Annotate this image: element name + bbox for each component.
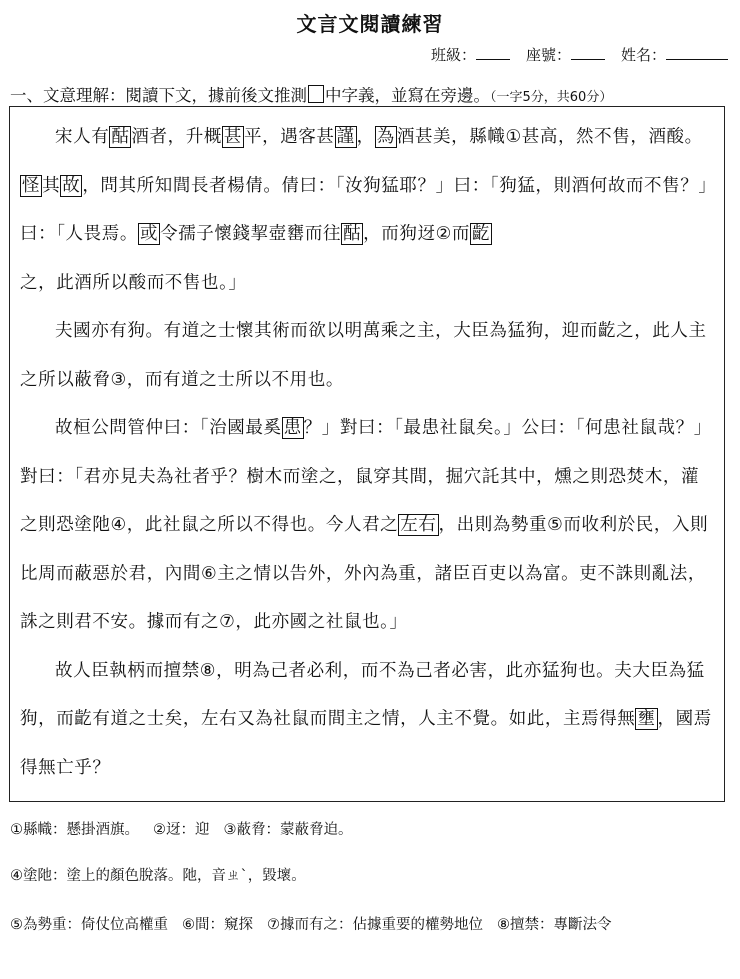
notes-line-1 <box>10 818 367 839</box>
passage-text: 令孺子懷錢挈壺罋而往 <box>160 224 342 244</box>
note-6: ⑥間：窺探 <box>182 917 253 933</box>
passage-text: 酒甚美，縣幟①甚高，然不售，酒酸。 <box>396 127 703 147</box>
student-info-fields <box>431 44 728 65</box>
note-3: ③蔽脅：蒙蔽脅迫。 <box>223 822 353 838</box>
passage-text: ，出則為勢重⑤而收利於民，入則比周而蔽惡於君，內間⑥主之情以告外，外內為重，諸臣百吏以為富。吏不誅則亂法，誅之則君不安。據而有之⑦，此亦國之社鼠也。」 <box>20 515 709 632</box>
name-label: 姓名： <box>620 46 666 64</box>
paragraph-1 <box>20 113 714 307</box>
target-word-box: 怪 <box>22 175 41 196</box>
section-heading-text: 一、文意理解：閱讀下文，據前後文推測 <box>10 86 307 105</box>
answer-box-symbol <box>308 85 324 103</box>
passage-text: 酒者，升概 <box>131 127 222 147</box>
scoring-note: （一字5分，共60分） <box>490 90 613 105</box>
passage-text: 夫國亦有狗。有道之士懷其術而欲以明萬乘之主，大臣為猛狗，迎而齕之，此人主之所以蔽脅③，而有道之士所以不用也。 <box>20 321 707 390</box>
paragraph-3 <box>20 404 714 647</box>
passage-text: ，而狗迓②而 <box>363 224 470 244</box>
class-blank[interactable] <box>476 45 510 60</box>
passage-text: ，問其所知閭長者楊倩。倩曰：「汝狗猛耶？」曰：「狗猛，則酒何故而不售？」曰：「人畏焉。 <box>20 175 708 244</box>
target-word-box: 患 <box>283 418 302 438</box>
note-2: ②迓：迎 <box>153 822 210 838</box>
note-1: ①縣幟：懸掛酒旗。 <box>10 822 139 838</box>
target-word-box: 甚 <box>223 127 243 147</box>
seat-field <box>526 44 605 65</box>
target-word-box: 或 <box>139 224 159 244</box>
section-heading <box>10 82 612 106</box>
note-5: ⑤為勢重：倚仗位高權重 <box>10 917 168 933</box>
passage-box <box>9 106 725 802</box>
section-heading-text-2: 中字義，並寫在旁邊。 <box>325 86 490 105</box>
class-label: 班級： <box>430 46 476 64</box>
notes-line-2 <box>10 864 320 885</box>
target-word-box: 酤 <box>111 127 130 147</box>
note-8: ⑧擅禁：專斷法令 <box>497 917 612 933</box>
passage-text: 故桓公問管仲曰：「治國最奚 <box>55 418 282 438</box>
target-word-box: 故 <box>62 175 81 196</box>
page-title: 文言文閱讀練習 <box>296 12 444 36</box>
target-word-box: 齕 <box>471 224 491 244</box>
target-word-box: 壅 <box>637 709 656 729</box>
passage-text: ， <box>356 127 375 147</box>
passage-text: ？」對曰：「最患社鼠矣。」公曰：「何患社鼠哉？」對曰：「君亦見夫為社者乎？樹木而塗之，鼠穿其間，掘穴託其中，燻之則恐焚木，灌之則恐塗阤④，此社鼠之所以不得也。今人君之 <box>20 418 712 535</box>
passage-text: 平，遇客甚 <box>244 127 335 147</box>
notes-line-3 <box>10 913 626 934</box>
paragraph-4 <box>20 647 714 793</box>
passage-text: 其 <box>42 175 61 196</box>
seat-label: 座號： <box>525 46 571 64</box>
class-field <box>431 44 510 65</box>
target-word-box: 為 <box>376 127 395 147</box>
name-field <box>621 44 728 65</box>
target-word-box: 酤 <box>343 224 362 244</box>
target-word-box: 謹 <box>336 127 355 147</box>
seat-blank[interactable] <box>571 45 605 60</box>
note-4: ④塗阤：塗上的顏色脫落。阤，音ㄓˋ，毀壞。 <box>10 868 306 884</box>
passage-text: 宋人有 <box>55 127 110 147</box>
note-7: ⑦據而有之：佔據重要的權勢地位 <box>267 917 483 933</box>
paragraph-2 <box>20 307 714 404</box>
target-word-box: 左右 <box>400 515 437 535</box>
name-blank[interactable] <box>666 45 728 60</box>
passage-text: ，國焉得無亡乎？ <box>20 709 712 778</box>
passage-text: 故人臣執柄而擅禁⑧，明為己者必利，而不為己者必害，此亦猛狗也。夫大臣為猛狗，而齕有道之士矣，左右又為社鼠而間主之情，人主不覺。如此，主焉得無 <box>20 660 705 729</box>
passage-text: 之，此酒所以酸而不售也。」 <box>20 272 247 293</box>
